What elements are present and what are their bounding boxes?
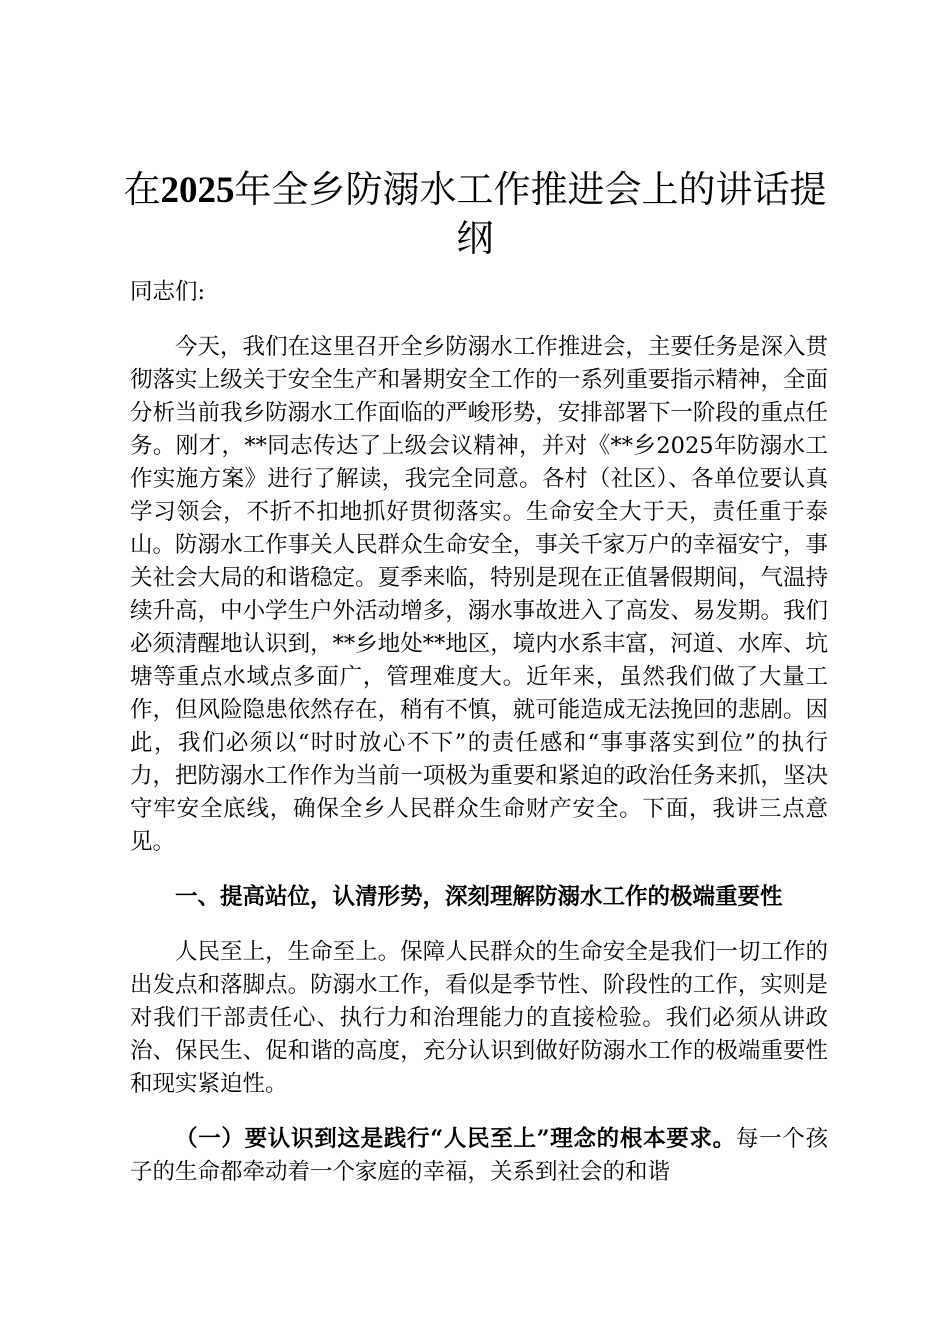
subsection-1-text: 每一个孩子的生命都牵动着一个家庭的幸福，关系到社会的和谐	[130, 1126, 828, 1185]
subsection-1-heading: （一）要认识到这是践行“人民至上”理念的根本要求。	[175, 1126, 736, 1152]
title-year: 2025	[160, 170, 235, 211]
title-suffix: 年全乡防溺水工作推进会上的讲话提纲	[234, 168, 827, 260]
document-body	[130, 276, 828, 1189]
section-heading-1: 一、提高站位，认清形势，深刻理解防溺水工作的极端重要性	[175, 884, 783, 910]
subsection-1-paragraph	[130, 1123, 828, 1189]
document-title	[120, 166, 830, 263]
section-1-paragraph: 人民至上，生命至上。保障人民群众的生命安全是我们一切工作的出发点和落脚点。防溺水工作，看似是季节性、阶段性的工作，实则是对我们干部责任心、执行力和治理能力的直接检验。我们必须从讲政治、保民生、促和谐的高度，充分认识到做好防溺水工作的极端重要性和现实紧迫性。	[130, 939, 828, 1097]
intro-paragraph: 今天，我们在这里召开全乡防溺水工作推进会，主要任务是深入贯彻落实上级关于安全生产和暑期安全工作的一系列重要指示精神，全面分析当前我乡防溺水工作面临的严峻形势，安排部署下一阶段的重点任务。刚才，**同志传达了上级会议精神，并对《**乡2025年防溺水工作实施方案》进行了解读，我完全同意。各村（社区）、各单位要认真学习领会，不折不扣地抓好贯彻落实。生命安全大于天，责任重于泰山。防溺水工作事关人民群众生命安全，事关千家万户的幸福安宁，事关社会大局的和谐稳定。夏季来临，特别是现在正值暑假期间，气温持续升高，中小学生户外活动增多，溺水事故进入了高发、易发期。我们必须清醒地认识到，**乡地处**地区，境内水系丰富，河道、水库、坑塘等重点水域点多面广，管理难度大。近年来，虽然我们做了大量工作，但风险隐患依然存在，稍有不慎，就可能造成无法挽回的悲剧。因此，我们必须以“时时放心不下”的责任感和“事事落实到位”的执行力，把防溺水工作作为当前一项极为重要和紧迫的政治任务来抓，坚决守牢安全底线，确保全乡人民群众生命财产安全。下面，我讲三点意见。	[130, 334, 828, 855]
title-prefix: 在	[123, 168, 161, 211]
salutation: 同志们:	[130, 279, 206, 305]
